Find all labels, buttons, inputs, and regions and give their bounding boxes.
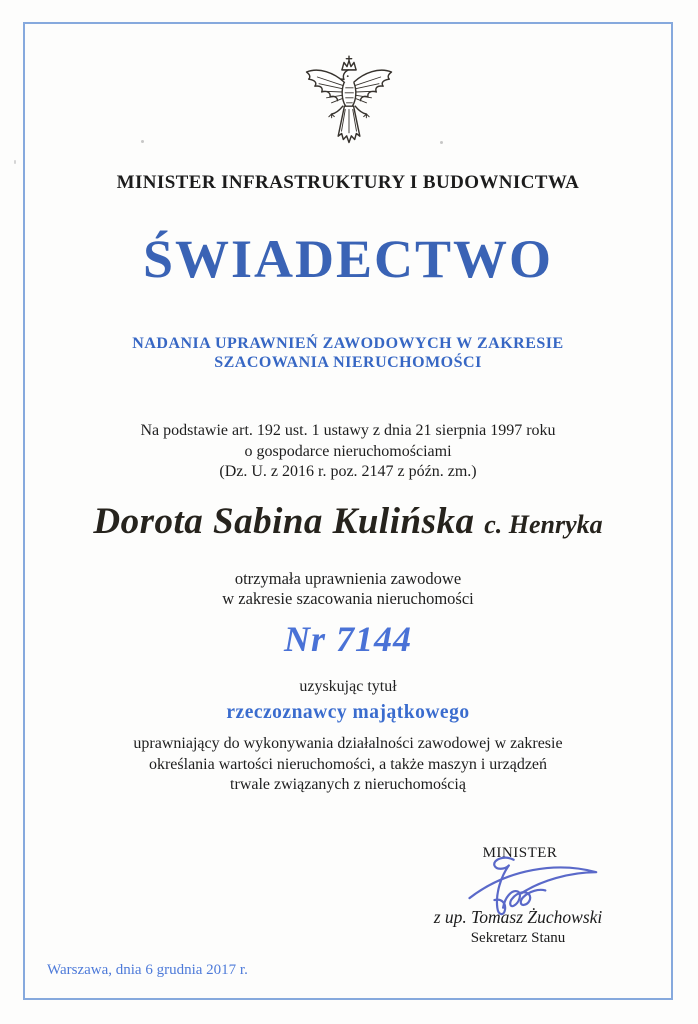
grant-statement <box>24 569 672 609</box>
title-intro: uzyskując tytuł <box>299 678 397 695</box>
polish-eagle-icon <box>299 52 399 162</box>
scan-speck <box>440 141 443 144</box>
license-number: Nr 7144 <box>283 619 412 659</box>
scan-speck <box>141 140 144 143</box>
scope-line-1: uprawniający do wykonywania działalności zawodowej w zakresie <box>133 735 563 752</box>
signature-authorization: z up. Tomasz Żuchowski <box>433 907 603 927</box>
scope-line-3: trwale związanych z nieruchomością <box>230 776 466 793</box>
scan-speck <box>14 160 16 164</box>
scope-line-2: określania wartości nieruchomości, a także maszyn i urządzeń <box>148 755 548 773</box>
subtitle-line-1: NADANIA UPRAWNIEŃ ZAWODOWYCH W ZAKRESIE <box>132 335 564 352</box>
certificate-title: ŚWIADECTWO <box>142 229 554 289</box>
recipient-full-name: Dorota Sabina Kulińska <box>93 501 475 542</box>
signer-role-label: MINISTER <box>482 845 558 861</box>
professional-title: rzeczoznawcy majątkowego <box>226 702 470 723</box>
legal-basis-line-2: o gospodarce nieruchomościami <box>244 442 452 460</box>
subtitle-line-2: SZACOWANIA NIERUCHOMOŚCI <box>214 354 482 371</box>
legal-basis-line-3: (Dz. U. z 2016 r. poz. 2147 z późn. zm.) <box>219 463 477 480</box>
signer-title: Sekretarz Stanu <box>470 930 566 946</box>
recipient-name <box>24 500 672 543</box>
legal-basis <box>24 421 672 483</box>
scope-paragraph <box>24 734 672 796</box>
certificate-subtitle <box>24 334 672 372</box>
grant-line-1: otrzymała uprawnienia zawodowe <box>234 569 462 588</box>
place-and-date: Warszawa, dnia 6 grudnia 2017 r. <box>47 962 248 978</box>
legal-basis-line-1: Na podstawie art. 192 ust. 1 ustawy z dnia 21 sierpnia 1997 roku <box>140 422 556 439</box>
grant-line-2: w zakresie szacowania nieruchomości <box>222 589 474 608</box>
recipient-filiation: c. Henryka <box>484 510 603 539</box>
issuer-title: MINISTER INFRASTRUKTURY I BUDOWNICTWA <box>116 172 580 193</box>
